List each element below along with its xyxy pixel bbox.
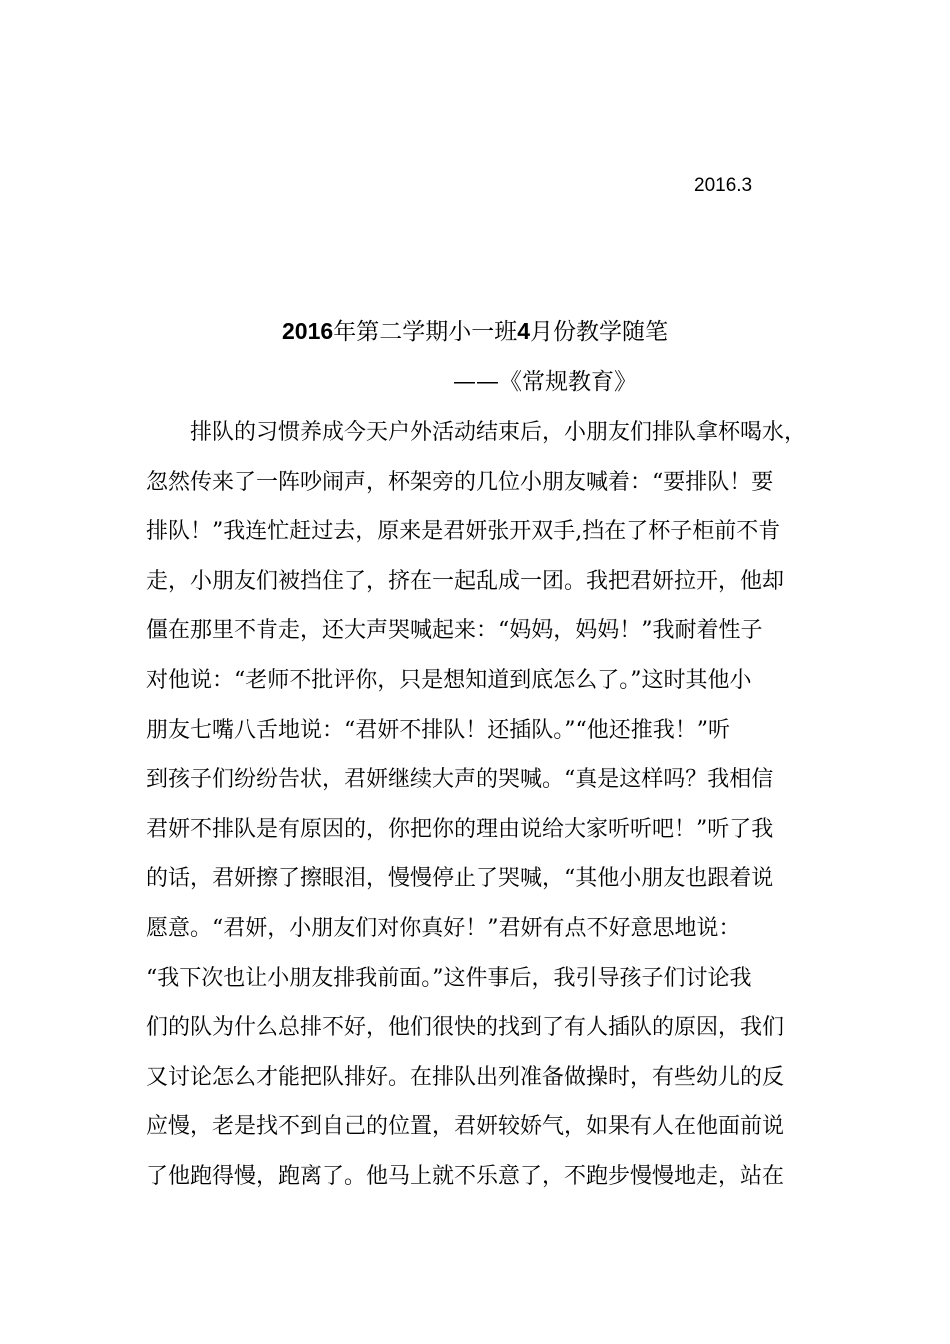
document-subtitle: ——《常规教育》: [453, 369, 637, 395]
title-year: 2016: [282, 318, 334, 344]
paragraph-line: 排队！”我连忙赶过去，原来是君妍张开双手,挡在了杯子柜前不肯: [146, 519, 781, 545]
document-title: [0, 313, 950, 350]
paragraph-line: 们的队为什么总排不好，他们很快的找到了有人插队的原因，我们: [146, 1015, 785, 1041]
paragraph-line: 的话，君妍擦了擦眼泪，慢慢停止了哭喊，“其他小朋友也跟着说: [146, 866, 774, 892]
paragraph-line: 应慢，老是找不到自己的位置，君妍较娇气，如果有人在他面前说: [146, 1114, 785, 1140]
paragraph-line: 了他跑得慢，跑离了。他马上就不乐意了，不跑步慢慢地走，站在: [146, 1163, 785, 1189]
title-month: 4: [517, 318, 530, 344]
paragraph-line: 愿意。“君妍，小朋友们对你真好！”君妍有点不好意思地说：: [146, 915, 741, 941]
paragraph-line: 走，小朋友们被挡住了，挤在一起乱成一团。我把君妍拉开，他却: [146, 568, 785, 594]
paragraph-line: 对他说：“老师不批评你，只是想知道到底怎么了。”这时其他小: [146, 667, 752, 693]
body-paragraph: [146, 414, 826, 1208]
title-text-end: 月份教学随笔: [529, 319, 668, 345]
paragraph-line: “我下次也让小朋友排我前面。”这件事后，我引导孩子们讨论我: [146, 965, 752, 991]
title-text-mid: 年第二学期小一班: [333, 319, 518, 345]
paragraph-line: 忽然传来了一阵吵闹声，杯架旁的几位小朋友喊着：“要排队！要: [146, 469, 774, 495]
paragraph-line: 僵在那里不肯走，还大声哭喊起来：“妈妈，妈妈！”我耐着性子: [146, 618, 763, 644]
paragraph-line: 又讨论怎么才能把队排好。在排队出列准备做操时，有些幼儿的反: [146, 1064, 785, 1090]
paragraph-line: 到孩子们纷纷告状，君妍继续大声的哭喊。“真是这样吗？我相信: [146, 767, 774, 793]
paragraph-line: 排队的习惯养成今天户外活动结束后，小朋友们排队拿杯喝水，: [190, 420, 807, 445]
paragraph-line: 君妍不排队是有原因的，你把你的理由说给大家听听吧！”听了我: [146, 816, 774, 842]
paragraph-line: 朋友七嘴八舌地说：“君妍不排队！还插队。”“他还推我！”听: [146, 717, 730, 743]
document-date: 2016.3: [694, 175, 753, 196]
